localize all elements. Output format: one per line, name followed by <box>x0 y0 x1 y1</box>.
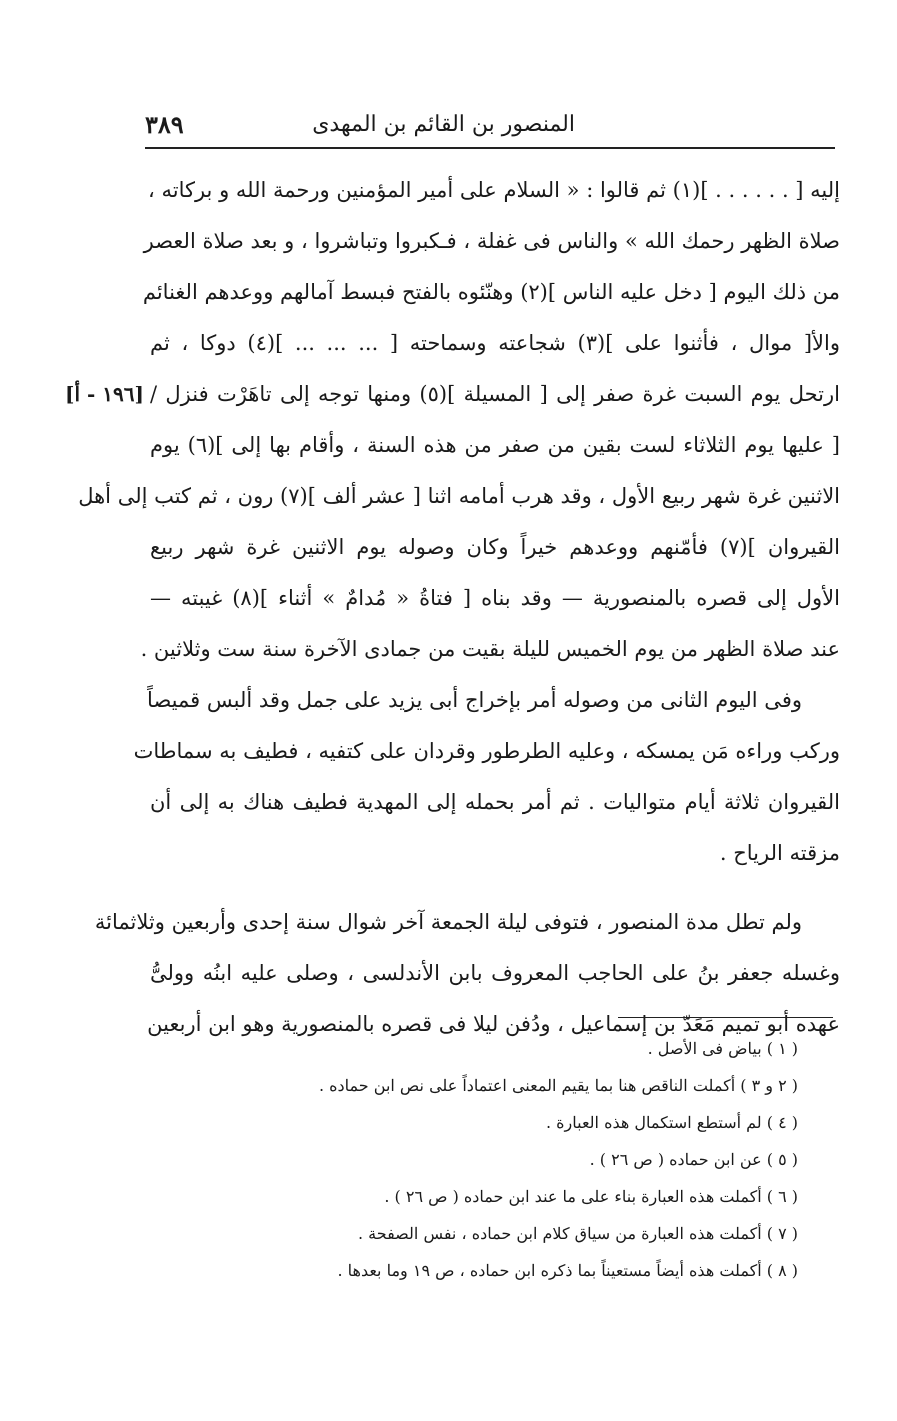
footnote: ( ١ ) بياض فى الأصل . <box>647 1039 798 1058</box>
footnote: ( ٧ ) أكملت هذه العبارة من سياق كلام ابن حماده ، نفس الصفحة . <box>357 1224 798 1243</box>
footnote-rule <box>618 1017 833 1018</box>
text-line: والأ[ موال ، فأثنوا على ](٣) شجاعته وسماحته [ ... ... ... ](٤) دوكا ، ثم <box>150 331 840 355</box>
text-line: وفى اليوم الثانى من وصوله أمر بإخراج أبى يزيد على جمل وقد ألبس قميصاً <box>147 688 802 712</box>
text-line: مزقته الرياح . <box>719 841 840 865</box>
footnote: ( ٦ ) أكملت هذه العبارة بناء على ما عند ابن حماده ( ص ٢٦ ) . <box>384 1187 798 1206</box>
header-rule <box>145 147 835 149</box>
text-line: من ذلك اليوم [ دخل عليه الناس ](٢) وهنّئوه بالفتح فبسط آمالهم ووعدهم الغنائم <box>142 280 840 304</box>
text-line: [ عليها يوم الثلاثاء لست بقين من صفر من هذه السنة ، وأقام بها إلى ](٦) يوم <box>150 433 840 457</box>
footnotes <box>150 1030 798 1289</box>
footnote: ( ٨ ) أكملت هذه أيضاً مستعيناً بما ذكره ابن حماده ، ص ١٩ وما بعدها . <box>337 1261 798 1280</box>
footnote: ( ٥ ) عن ابن حماده ( ص ٢٦ ) . <box>589 1150 798 1169</box>
text-line: الاثنين غرة شهر ربيع الأول ، وقد هرب أمامه اثنا [ عشر ألف ](٧) رون ، ثم كتب إلى أهل <box>78 484 840 508</box>
text-line: إليه [ . . . . . . ](١) ثم قالوا : « السلام على أمير المؤمنين ورحمة الله و بركاته ، <box>148 178 840 202</box>
text-line: وغسله جعفر بنُ على الحاجب المعروف بابن الأندلسى ، وصلى عليه ابنُه وولىُّ <box>150 961 840 985</box>
text-line: عهده أبو تميم مَعَدّ بن إسماعيل ، ودُفن ليلا فى قصره بالمنصورية وهو ابن أربعين <box>147 1012 840 1036</box>
text-line: ولم تطل مدة المنصور ، فتوفى ليلة الجمعة آخر شوال سنة إحدى وأربعين وثلاثمائة <box>94 910 802 934</box>
text-line: القيروان ثلاثة أيام متواليات . ثم أمر بحمله إلى المهدية فطيف هناك به إلى أن <box>150 790 840 814</box>
text-line: الأول إلى قصره بالمنصورية — وقد بناه [ فتاةُ « مُدامٌ » أثناء ](٨) غيبته — <box>150 586 840 610</box>
margin-reference: [١٩٦ - أ] <box>65 382 144 406</box>
paragraph-gap <box>150 879 840 897</box>
running-header <box>145 108 825 148</box>
header-title: المنصور بن القائم بن المهدى <box>312 112 575 137</box>
footnote: ( ٢ و ٣ ) أكملت الناقص هنا بما يقيم المعنى اعتماداً على نص ابن حماده . <box>318 1076 798 1095</box>
footnote: ( ٤ ) لم أستطع استكمال هذه العبارة . <box>545 1113 798 1132</box>
text-line: ارتحل يوم السبت غرة صفر إلى [ المسيلة ](٥) ومنها توجه إلى تاهَرْت فنزل / <box>150 382 840 406</box>
text-line: وركب وراءه مَن يمسكه ، وعليه الطرطور وقردان على كتفيه ، فطيف به سماطات <box>133 739 840 763</box>
text-line: القيروان ](٧) فأمّنهم ووعدهم خيراً وكان وصوله يوم الاثنين غرة شهر ربيع <box>150 535 840 559</box>
text-line: عند صلاة الظهر من يوم الخميس لليلة بقيت من جمادى الآخرة سنة ست وثلاثين . <box>140 637 840 661</box>
text-line: صلاة الظهر رحمك الله » والناس فى غفلة ، فـكبروا وتباشروا ، و بعد صلاة العصر <box>143 229 840 253</box>
page-number: ٣٨٩ <box>145 110 184 139</box>
